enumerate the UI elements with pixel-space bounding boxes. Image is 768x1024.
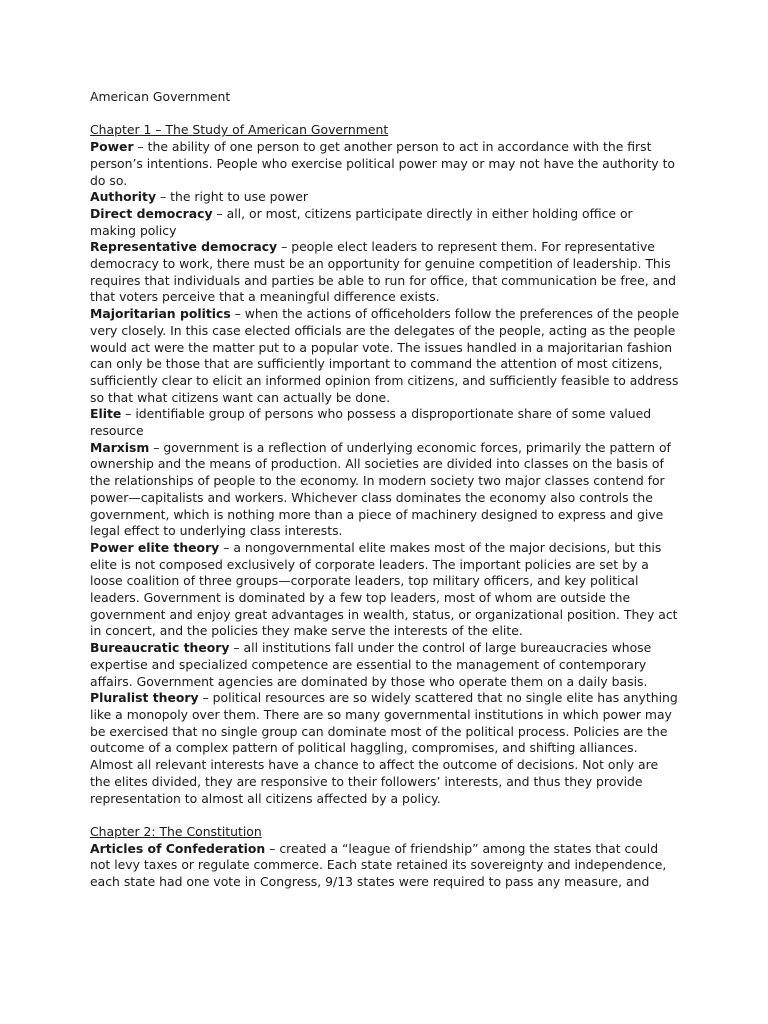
definition-entry (90, 640, 680, 690)
definition-entry (90, 440, 680, 540)
definition: – all, or most, citizens participate directly in either holding office or making policy (90, 205, 633, 238)
document-page (90, 89, 680, 891)
term: Representative democracy (90, 239, 278, 255)
chapter-1-entries (90, 139, 680, 807)
definition-entry (90, 189, 680, 206)
definition-entry (90, 841, 680, 891)
document-title: American Government (90, 89, 231, 104)
definition: – political resources are so widely scattered that no single elite has anything like a monopoly over them. There are so many governmental institutions in which power may be exercised that no single group can dominate most of the political process. Policies are the outcome of a complex pattern of political haggling, compromises, and shifting alliances. Almost all relevant interests have a chance to affect the outcome of decisions. Not only are the elites divided, they are responsive to their followers’ interests, and thus they provide representation to almost all citizens affected by a policy. (90, 690, 678, 806)
chapter-2-entries (90, 841, 680, 891)
definition-entry (90, 206, 680, 239)
definition: – the ability of one person to get another person to act in accordance with the first person’s intentions. People who exercise political power may or may not have the authority to do so. (90, 139, 676, 188)
definition: – when the actions of officeholders follow the preferences of the people very closely. In this case elected officials are the delegates of the people, acting as the people would act were the matter put to a popular vote. The issues handled in a majoritarian fashion can only be those that are sufficiently important to command the attention of most citizens, sufficiently clear to elicit an informed opinion from citizens, and sufficiently feasible to address so that what citizens want can actually be done. (90, 306, 680, 405)
definition: – created a “league of friendship” among the states that could not levy taxes or regulate commerce. Each state retained its sovereignty and independence, each state had one vote in Congress, 9/13 states were required to pass any measure, and (90, 840, 667, 890)
term: Marxism (90, 439, 150, 455)
definition: – all institutions fall under the control of large bureaucracies whose expertise and specialized competence are essential to the management of contemporary affairs. Government agencies are dominated by those who operate them on a daily basis. (90, 640, 652, 689)
chapter-1-heading: Chapter 1 – The Study of American Government (90, 122, 389, 138)
term: Power (90, 139, 134, 155)
definition: – government is a reflection of underlying economic forces, primarily the pattern of ownership and the means of production. All societies are divided into classes on the basis of the relationships of people to the economy. In modern society two major classes contend for power—capitalists and workers. Whichever class dominates the economy also controls the government, which is nothing more than a piece of machinery designed to express and give legal effect to underlying class interests. (90, 439, 671, 539)
chapter-2-heading: Chapter 2: The Constitution (90, 823, 262, 839)
definition-entry (90, 306, 680, 406)
term: Elite (90, 406, 122, 422)
term: Majoritarian politics (90, 306, 231, 322)
term: Power elite theory (90, 539, 220, 555)
definition: – a nongovernmental elite makes most of the major decisions, but this elite is not composed exclusively of corporate leaders. The important policies are set by a loose coalition of three groups—corporate leaders, top military officers, and key political leaders. Government is dominated by a few top leaders, most of whom are outside the government and enjoy great advantages in wealth, status, or organizational position. They act in concert, and the policies they make serve the interests of the elite. (90, 539, 678, 639)
term: Articles of Confederation (90, 840, 266, 856)
definition: – people elect leaders to represent them. For representative democracy to work, there must be an opportunity for genuine competition of leadership. This requires that individuals and parties be able to run for office, that communication be free, and that voters perceive that a meaningful difference exists. (90, 239, 676, 305)
term: Bureaucratic theory (90, 640, 230, 656)
definition-entry (90, 239, 680, 306)
definition: – identifiable group of persons who possess a disproportionate share of some valued resource (90, 406, 652, 439)
term: Authority (90, 189, 157, 205)
definition-entry (90, 139, 680, 189)
definition-entry (90, 540, 680, 640)
term: Pluralist theory (90, 690, 199, 706)
definition-entry (90, 690, 680, 807)
definition: – the right to use power (156, 189, 308, 205)
term: Direct democracy (90, 205, 213, 221)
definition-entry (90, 406, 680, 439)
